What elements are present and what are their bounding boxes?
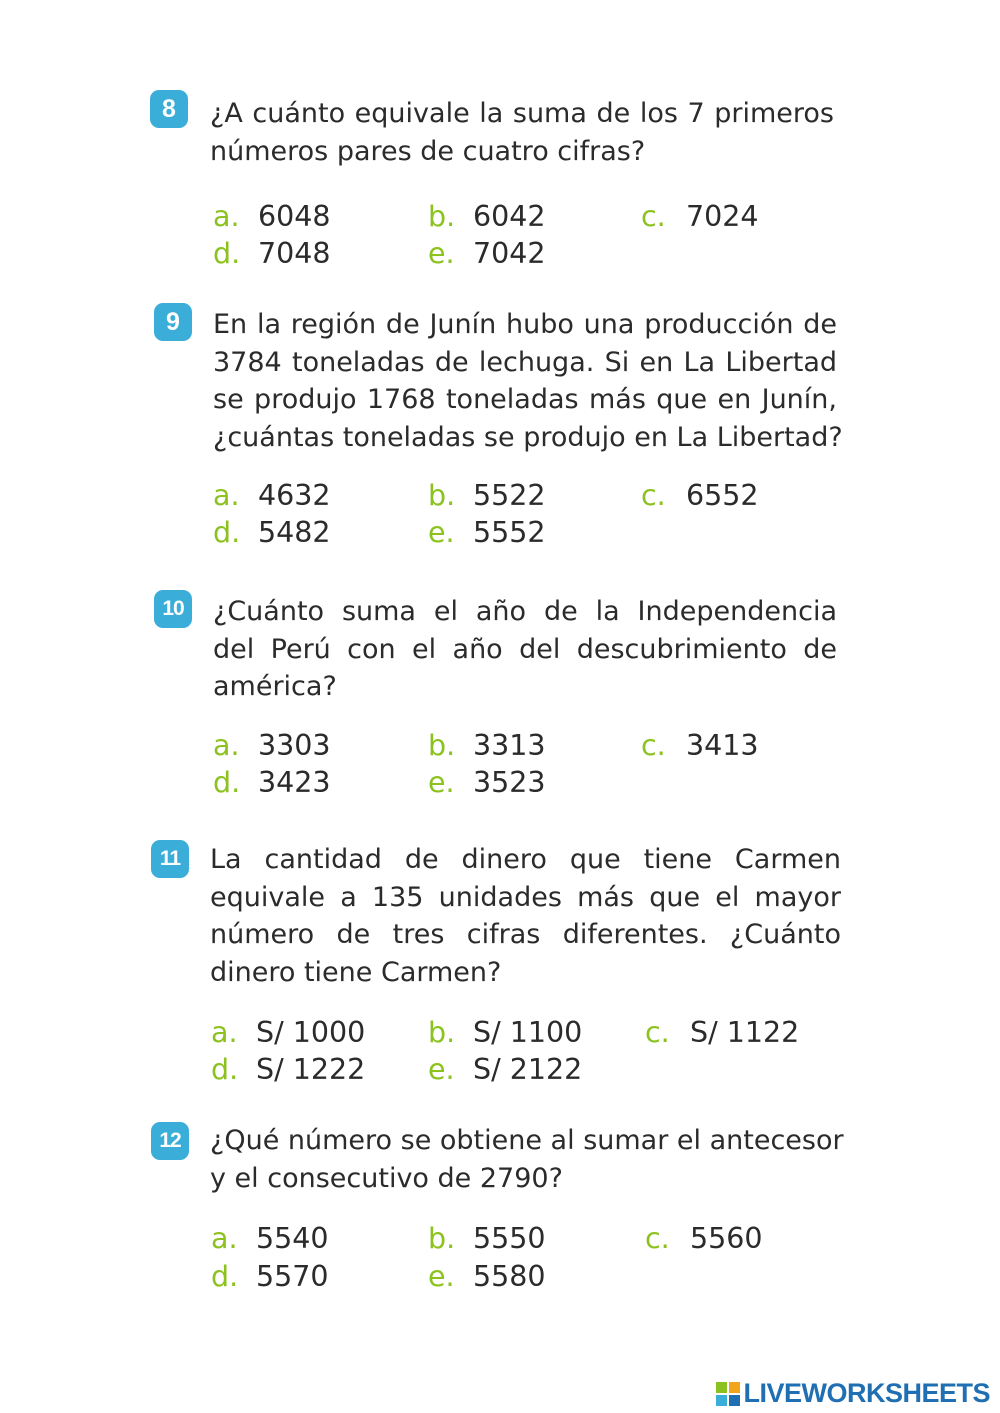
option-value: 5552 xyxy=(473,516,546,549)
option-value: 5570 xyxy=(256,1260,329,1293)
option-value: 6048 xyxy=(258,200,331,233)
option-value: 5550 xyxy=(473,1222,546,1255)
option-e[interactable] xyxy=(428,515,546,551)
option-value: 6552 xyxy=(686,479,759,512)
option-letter: c. xyxy=(641,729,666,762)
option-value: 3423 xyxy=(258,766,331,799)
option-value: 5560 xyxy=(690,1222,763,1255)
option-b[interactable] xyxy=(428,728,546,764)
question-number-badge: 10 xyxy=(154,590,192,628)
question-line: número de tres cifras diferentes. ¿Cuánto xyxy=(210,919,841,950)
option-value: 7048 xyxy=(258,237,331,270)
option-letter: b. xyxy=(428,200,456,233)
option-letter: b. xyxy=(428,479,456,512)
question-line: del Perú con el año del descubrimiento de xyxy=(213,633,837,665)
option-e[interactable] xyxy=(428,1259,546,1295)
option-a[interactable] xyxy=(213,478,331,514)
option-c[interactable] xyxy=(645,1221,763,1257)
option-value: 4632 xyxy=(258,479,331,512)
option-value: 5580 xyxy=(473,1260,546,1293)
option-letter: e. xyxy=(428,1053,455,1086)
option-value: S/ 1000 xyxy=(256,1016,366,1049)
option-b[interactable] xyxy=(428,1015,582,1051)
brand-name: LIVEWORKSHEETS xyxy=(743,1378,990,1408)
option-value: S/ 1122 xyxy=(690,1016,800,1049)
option-value: 5540 xyxy=(256,1222,329,1255)
option-letter: b. xyxy=(428,1016,456,1049)
option-value: 3313 xyxy=(473,729,546,762)
question-line: números pares de cuatro cifras? xyxy=(210,135,646,167)
liveworksheets-brand[interactable] xyxy=(716,1378,990,1409)
option-b[interactable] xyxy=(428,199,546,235)
option-c[interactable] xyxy=(641,199,759,235)
option-letter: e. xyxy=(428,1260,455,1293)
option-letter: e. xyxy=(428,766,455,799)
option-value: 3303 xyxy=(258,729,331,762)
question-number-badge: 11 xyxy=(151,840,189,878)
option-letter: b. xyxy=(428,1222,456,1255)
question-line: ¿Qué número se obtiene al sumar el antecesor xyxy=(210,1125,844,1156)
option-value: 7024 xyxy=(686,200,759,233)
option-letter: a. xyxy=(213,729,240,762)
option-letter: c. xyxy=(641,200,666,233)
option-c[interactable] xyxy=(641,728,759,764)
option-letter: c. xyxy=(641,479,666,512)
option-letter: d. xyxy=(211,1053,239,1086)
option-letter: e. xyxy=(428,237,455,270)
option-e[interactable] xyxy=(428,236,546,272)
option-c[interactable] xyxy=(645,1015,799,1051)
option-letter: a. xyxy=(211,1222,238,1255)
question-text xyxy=(210,95,834,170)
option-letter: a. xyxy=(213,479,240,512)
option-letter: b. xyxy=(428,729,456,762)
option-letter: c. xyxy=(645,1016,670,1049)
question-text xyxy=(210,841,841,991)
option-a[interactable] xyxy=(211,1221,329,1257)
question-line: se produjo 1768 toneladas más que en Junín, xyxy=(213,384,837,415)
option-c[interactable] xyxy=(641,478,759,514)
question-line: equivale a 135 unidades más que el mayor xyxy=(210,881,841,913)
option-a[interactable] xyxy=(213,199,331,235)
option-value: 6042 xyxy=(473,200,546,233)
option-letter: d. xyxy=(213,237,241,270)
option-a[interactable] xyxy=(213,728,331,764)
question-line: dinero tiene Carmen? xyxy=(210,956,502,988)
option-letter: d. xyxy=(213,516,241,549)
option-value: S/ 1100 xyxy=(473,1016,583,1049)
option-letter: d. xyxy=(213,766,241,799)
option-value: 5522 xyxy=(473,479,546,512)
option-value: 3523 xyxy=(473,766,546,799)
option-b[interactable] xyxy=(428,1221,546,1257)
question-line: ¿Cuánto suma el año de la Independencia xyxy=(213,596,837,627)
option-e[interactable] xyxy=(428,765,546,801)
question-number-badge: 8 xyxy=(150,90,188,128)
option-d[interactable] xyxy=(211,1259,329,1295)
question-line: américa? xyxy=(213,671,337,702)
option-b[interactable] xyxy=(428,478,546,514)
question-line: En la región de Junín hubo una producción de xyxy=(213,309,837,340)
option-letter: e. xyxy=(428,516,455,549)
option-letter: a. xyxy=(211,1016,238,1049)
option-letter: a. xyxy=(213,200,240,233)
option-d[interactable] xyxy=(213,236,331,272)
question-text xyxy=(213,593,837,706)
question-line: y el consecutivo de 2790? xyxy=(210,1162,563,1194)
option-d[interactable] xyxy=(213,765,331,801)
option-value: S/ 1222 xyxy=(256,1053,366,1086)
question-line: 3784 toneladas de lechuga. Si en La Libertad xyxy=(213,346,837,378)
option-value: 7042 xyxy=(473,237,546,270)
option-value: S/ 2122 xyxy=(473,1053,583,1086)
liveworksheets-logo-icon xyxy=(716,1382,740,1406)
question-line: ¿A cuánto equivale la suma de los 7 primeros xyxy=(210,98,834,129)
question-text xyxy=(213,306,843,456)
option-d[interactable] xyxy=(213,515,331,551)
option-value: 3413 xyxy=(686,729,759,762)
question-number-badge: 9 xyxy=(154,303,192,341)
question-number-badge: 12 xyxy=(151,1122,189,1160)
option-d[interactable] xyxy=(211,1052,365,1088)
question-line: La cantidad de dinero que tiene Carmen xyxy=(210,844,841,875)
option-value: 5482 xyxy=(258,516,331,549)
option-letter: d. xyxy=(211,1260,239,1293)
option-e[interactable] xyxy=(428,1052,582,1088)
option-a[interactable] xyxy=(211,1015,365,1051)
option-letter: c. xyxy=(645,1222,670,1255)
question-text xyxy=(210,1122,844,1197)
question-line: ¿cuántas toneladas se produjo en La Libertad? xyxy=(213,421,843,453)
